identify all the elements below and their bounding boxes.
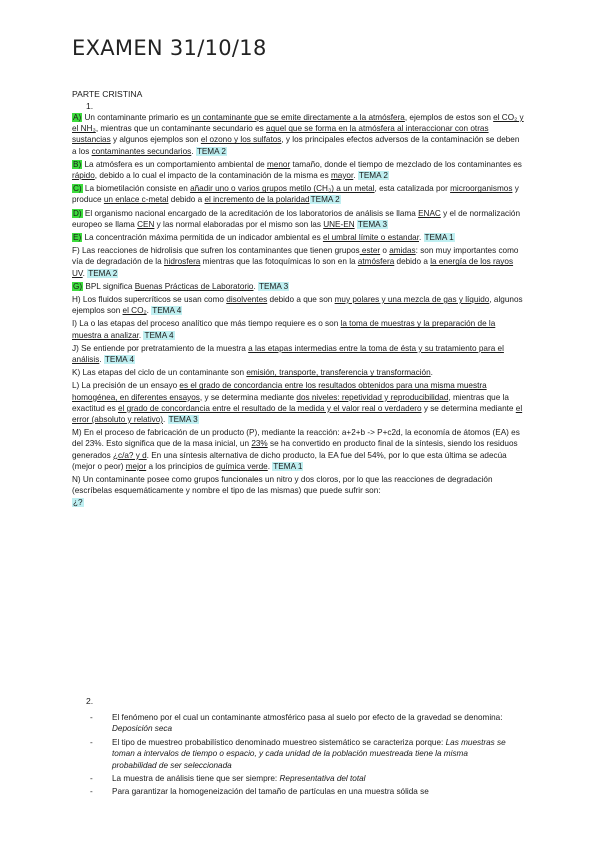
- tema-tag: TEMA 2: [196, 146, 226, 156]
- tema-tag: TEMA 2: [88, 268, 118, 278]
- item-f: F) Las reacciones de hidrolisis que sufren los contaminantes que tienen grupos ester o amidas: son muy importantes como vía de degradación de la hidrosfera mientras que las fotoquímicas lo son en la atmósfera debido a la energía de los rayos UV. TEMA 2: [72, 246, 519, 278]
- item-i: I) La o las etapas del proceso analítico que más tiempo requiere es o son la toma de muestras y la preparación de la muestra a analizar. TEMA 4: [72, 319, 496, 340]
- exam-title: EXAMEN 31/10/18: [72, 36, 267, 60]
- item-b: B) La atmósfera es un comportamiento ambiental de menor tamaño, donde el tiempo de mezclado de los contaminantes es rápido, debido a lo cual el impacto de la contaminación de la misma es mayor. TEMA 2: [72, 159, 522, 181]
- tema-tag: TEMA 2: [358, 171, 388, 181]
- item-j: J) Se entiende por pretratamiento de la muestra a las etapas intermedias entre la toma de ésta y su tratamiento para el análisis. TEMA 4: [72, 343, 504, 365]
- question-2-list: [90, 712, 510, 800]
- question-1-body: [72, 112, 524, 510]
- tema-tag: TEMA 4: [104, 355, 134, 365]
- item-d: D) El organismo nacional encargado de la acreditación de los laboratorios de análisis se llama ENAC y el de normalización europeo se llama CEN y las normal elaboradas por el mismo son las UNE-EN TEMA 3: [72, 208, 521, 229]
- item-e-label: E): [73, 233, 82, 243]
- tema-tag: TEMA 3: [357, 219, 388, 229]
- item-d-label: D): [73, 208, 82, 218]
- item-l: L) La precisión de un ensayo es el grado de concordancia entre los resultados obtenidos para una misma muestra homogénea, en diferentes ensayos, y se determina mediante dos niveles: repetividad y reproducibilidad, mientras que la exactitud es el grado de concordancia entre el resultado de la medida y el valor real o verdadero y se determina mediante el error (absoluto y relativo). TEMA 3: [72, 381, 523, 425]
- list-item: - El tipo de muestreo probabilístico denominado muestreo sistemático se caracteriza porque: Las muestras se toman a intervalos de tiempo o espacio, y cada unidad de la población muestreada tiene la misma probabilidad de ser seleccionada: [90, 737, 506, 770]
- list-item: - La muestra de análisis tiene que ser siempre: Representativa del total: [90, 774, 366, 784]
- tema-tag: TEMA 2: [310, 195, 340, 205]
- item-g: G) BPL significa Buenas Prácticas de Laboratorio. TEMA 3: [73, 281, 289, 291]
- list-item: - El fenómeno por el cual un contaminante atmosférico pasa al suelo por efecto de la gravedad se denomina: Deposición seca: [90, 713, 503, 734]
- question-marks: ¿?: [73, 497, 83, 507]
- item-c-label: C): [73, 184, 82, 194]
- tema-tag: TEMA 1: [273, 461, 303, 471]
- question-number-1: 1.: [86, 101, 94, 111]
- tema-tag: TEMA 4: [152, 306, 182, 316]
- item-m: M) En el proceso de fabricación de un producto (P), mediante la reacción: a+2+b -> P+c2d, la economía de átomos (EA) es del 23%. Esto significa que de la masa inicial, un 23% se ha convertido en producto final de la síntesis, siendo los residuos generados ¿c/a? y d. En una síntesis alternativa de dicho producto, la EA fue del 54%, por lo que esta última se adecúa (mejor o peor) mejor a los principios de química verde. TEMA 1: [72, 428, 520, 471]
- item-b-label: B): [73, 159, 82, 169]
- tema-tag: TEMA 3: [168, 415, 198, 425]
- tema-tag: TEMA 4: [144, 330, 174, 340]
- item-a-label: A): [73, 113, 82, 122]
- tema-tag: TEMA 3: [259, 281, 289, 291]
- item-c: C) La biometilación consiste en añadir uno o varios grupos metilo (CH₃) a un metal, esta catalizada por microorganismos y produce un enlace c-metal debido a el incremento de la polaridadTEMA 2: [72, 184, 519, 205]
- item-k: K) Las etapas del ciclo de un contaminante son emisión, transporte, transferencia y transformación.: [72, 368, 433, 378]
- item-n: N) Un contaminante posee como grupos funcionales un nitro y dos cloros, por lo que las reacciones de degradación (escríbelas esquemáticamente y nombre el tipo de las mismas) que puede sufrir son: ¿?: [72, 475, 493, 507]
- item-a: A) Un contaminante primario es un contaminante que se emite directamente a la atmósfera, ejemplos de estos son el CO₂ y el NH₃, mientras que un contaminante secundario es aquel que se forma en la atmósfera al interaccionar con otras sustancias y algunos ejemplos son el ozono y los sulfatos, y los principales efectos adversos de la contaminación se deben a los contaminantes secundarios. TEMA 2: [72, 113, 524, 156]
- question-number-2: 2.: [86, 696, 94, 706]
- item-h: H) Los fluidos supercríticos se usan como disolventes debido a que son muy polares y una mezcla de gas y líquido, algunos ejemplos son el CO₂. TEMA 4: [72, 295, 523, 316]
- section-heading: PARTE CRISTINA: [72, 89, 143, 99]
- item-g-label: G): [73, 281, 83, 291]
- tema-tag: TEMA 1: [424, 233, 454, 243]
- list-item: - Para garantizar la homogeneización del tamaño de partículas en una muestra sólida se: [90, 787, 429, 797]
- item-e: E) La concentración máxima permitida de un indicador ambiental es el umbral límite o estandar. TEMA 1: [73, 233, 454, 243]
